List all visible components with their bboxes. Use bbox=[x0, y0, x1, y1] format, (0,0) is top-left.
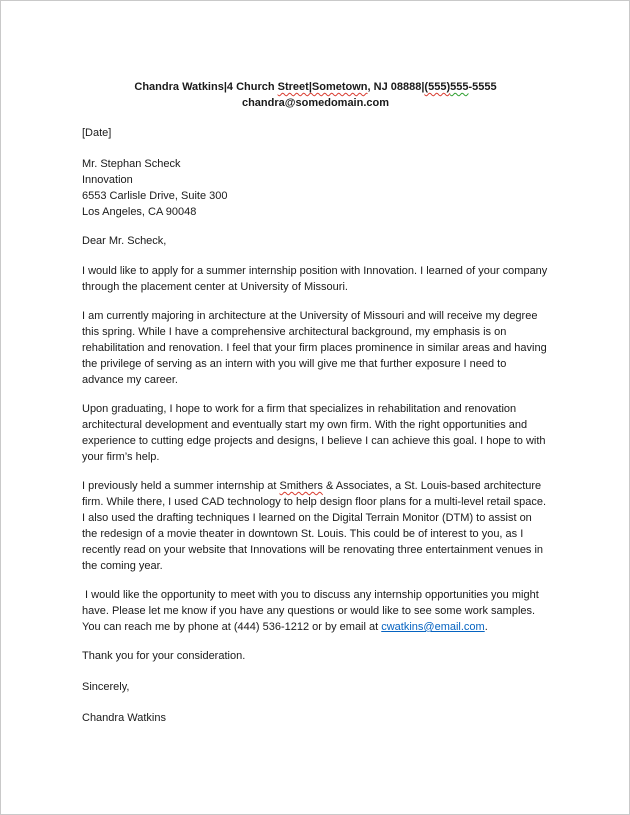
salutation: Dear Mr. Scheck, bbox=[82, 235, 167, 247]
recipient-address-line2: Los Angeles, CA 90048 bbox=[82, 206, 197, 218]
email-link[interactable]: cwatkins@email.com bbox=[381, 621, 485, 633]
spellcheck-underline-street: Street|Sometown bbox=[277, 81, 368, 93]
contact-text-post: . bbox=[484, 621, 488, 633]
recipient-name: Mr. Stephan Scheck bbox=[82, 158, 181, 170]
contact-text-pre: I would like the opportunity to meet with you to discuss any internship opportunities you might have. Please let me know if you have any questions or would like to see some work samples. You can reach me by phone at (444) 536-1212 or by email at bbox=[82, 589, 539, 633]
recipient-company: Innovation bbox=[82, 174, 133, 186]
experience-text-post: & Associates, a St. Louis-based architecture firm. While there, I used CAD technology to help design floor plans for a multi-level retail space. I also used the drafting techniques I learned on the Digital Terrain Monitor (DTM) to assist on the redesign of a movie theater in downtown St. Louis. This could be of interest to you, as I recently read on your website that Innovations will be renovating three entertainment venues in the coming year. bbox=[82, 480, 547, 572]
closing-thanks: Thank you for your consideration. bbox=[82, 650, 246, 662]
header-phone-suffix: -5555 bbox=[468, 81, 497, 93]
header-city-state: , NJ 08888| bbox=[367, 81, 425, 93]
header-email: chandra@somedomain.com bbox=[241, 97, 390, 109]
spellcheck-underline-smithers: Smithers bbox=[279, 480, 323, 492]
paragraph-experience bbox=[82, 478, 549, 574]
header-contact-line bbox=[82, 79, 549, 95]
grammar-underline-phone: 555 bbox=[450, 81, 469, 93]
paragraph-education: I am currently majoring in architecture at the University of Missouri and will receive my degree this spring. While I have a comprehensive architectural background, my emphasis is on rehabilitation and renovation. I feel that your firm places prominence in similar areas and having the privilege of serving as an intern with you will give me that further exposure I need to advance my career. bbox=[82, 310, 547, 386]
spellcheck-underline-areacode: (555) bbox=[424, 81, 451, 93]
paragraph-goals: Upon graduating, I hope to work for a firm that specializes in rehabilitation and renovation architectural development and eventually start my own firm. With the right opportunities and experience to cutting edge projects and designs, I believe I can achieve this goal. I hope to with your firm’s help. bbox=[82, 403, 546, 463]
experience-text-pre: I previously held a summer internship at bbox=[82, 480, 280, 492]
recipient-block bbox=[82, 156, 549, 220]
closing-signoff: Sincerely, bbox=[82, 681, 130, 693]
signature: Chandra Watkins bbox=[82, 712, 166, 724]
recipient-address-line1: 6553 Carlisle Drive, Suite 300 bbox=[82, 190, 228, 202]
letter-header bbox=[82, 79, 549, 111]
header-name-address: Chandra Watkins|4 Church bbox=[134, 81, 278, 93]
date-placeholder: [Date] bbox=[82, 127, 112, 139]
paragraph-contact bbox=[82, 587, 549, 635]
paragraph-intro: I would like to apply for a summer internship position with Innovation. I learned of your company through the placement center at University of Missouri. bbox=[82, 265, 548, 293]
